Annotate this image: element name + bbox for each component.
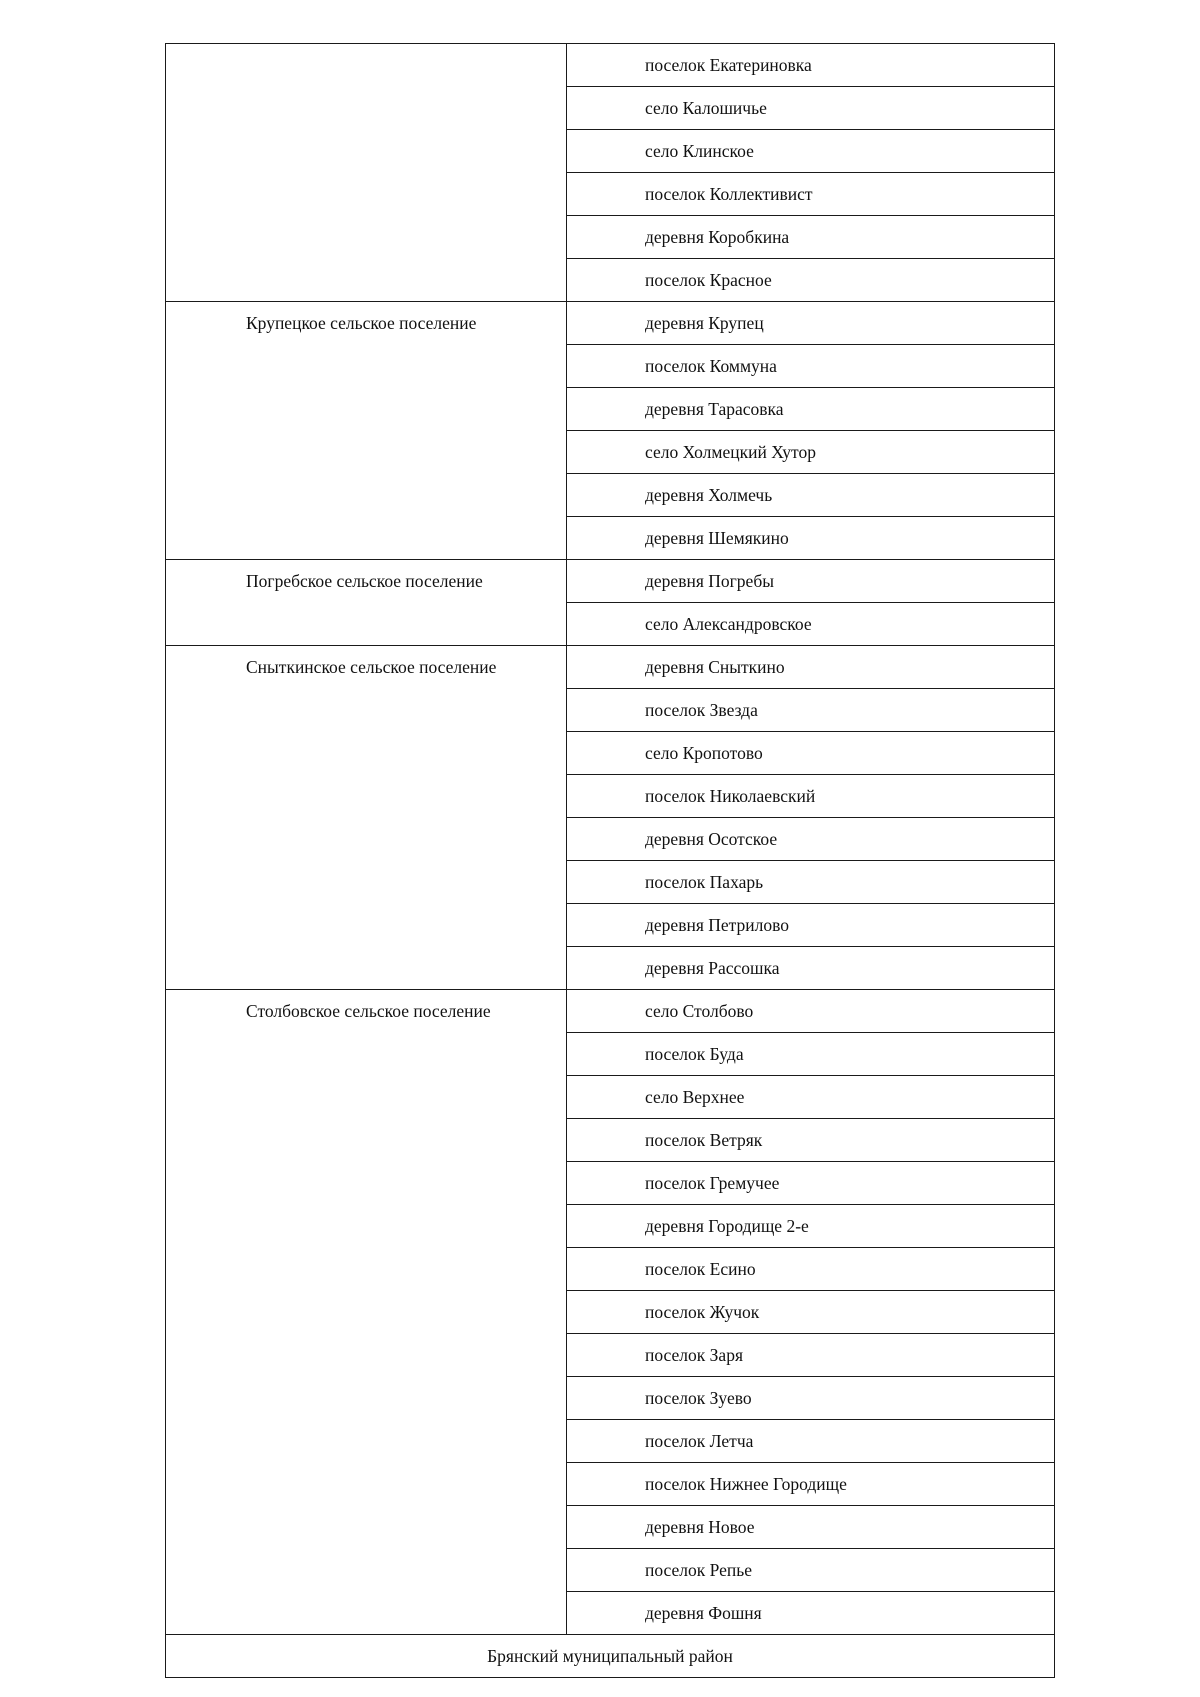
settlements-table [165, 43, 1055, 1678]
settlement-cell: поселок Жучок [567, 1291, 1055, 1334]
settlement-cell: деревня Фошня [567, 1592, 1055, 1635]
settlement-cell: село Александровское [567, 603, 1055, 646]
settlement-cell: поселок Звезда [567, 689, 1055, 732]
settlement-cell: поселок Репье [567, 1549, 1055, 1592]
municipality-cell [166, 44, 567, 302]
settlement-cell: деревня Рассошка [567, 947, 1055, 990]
settlement-cell: село Столбово [567, 990, 1055, 1033]
settlement-cell: деревня Городище 2-е [567, 1205, 1055, 1248]
table-row [166, 302, 1055, 345]
settlement-cell: деревня Коробкина [567, 216, 1055, 259]
settlement-cell: село Клинское [567, 130, 1055, 173]
settlement-cell: село Верхнее [567, 1076, 1055, 1119]
settlement-cell: поселок Есино [567, 1248, 1055, 1291]
settlement-cell: деревня Сныткино [567, 646, 1055, 689]
district-heading: Брянский муниципальный район [166, 1635, 1055, 1678]
settlement-cell: поселок Пахарь [567, 861, 1055, 904]
settlement-cell: село Кропотово [567, 732, 1055, 775]
settlement-cell: поселок Коллективист [567, 173, 1055, 216]
settlement-cell: поселок Николаевский [567, 775, 1055, 818]
municipality-cell: Крупецкое сельское поселение [166, 302, 567, 560]
settlements-table-body [166, 44, 1055, 1678]
settlement-cell: деревня Шемякино [567, 517, 1055, 560]
settlement-cell: деревня Новое [567, 1506, 1055, 1549]
table-row [166, 560, 1055, 603]
settlement-cell: поселок Ветряк [567, 1119, 1055, 1162]
settlement-cell: деревня Осотское [567, 818, 1055, 861]
settlement-cell: деревня Холмечь [567, 474, 1055, 517]
settlement-cell: село Калошичье [567, 87, 1055, 130]
settlement-cell: деревня Погребы [567, 560, 1055, 603]
settlement-cell: деревня Тарасовка [567, 388, 1055, 431]
settlement-cell: поселок Зуево [567, 1377, 1055, 1420]
settlement-cell: поселок Екатериновка [567, 44, 1055, 87]
municipality-cell: Погребское сельское поселение [166, 560, 567, 646]
table-row [166, 646, 1055, 689]
settlement-cell: поселок Летча [567, 1420, 1055, 1463]
settlement-cell: деревня Петрилово [567, 904, 1055, 947]
municipality-cell: Сныткинское сельское поселение [166, 646, 567, 990]
settlement-cell: поселок Буда [567, 1033, 1055, 1076]
settlement-cell: поселок Красное [567, 259, 1055, 302]
table-footer-row [166, 1635, 1055, 1678]
table-row [166, 990, 1055, 1033]
settlement-cell: поселок Нижнее Городище [567, 1463, 1055, 1506]
settlement-cell: поселок Гремучее [567, 1162, 1055, 1205]
settlement-cell: село Холмецкий Хутор [567, 431, 1055, 474]
municipality-cell: Столбовское сельское поселение [166, 990, 567, 1635]
settlement-cell: поселок Заря [567, 1334, 1055, 1377]
settlement-cell: деревня Крупец [567, 302, 1055, 345]
table-row [166, 44, 1055, 87]
settlement-cell: поселок Коммуна [567, 345, 1055, 388]
